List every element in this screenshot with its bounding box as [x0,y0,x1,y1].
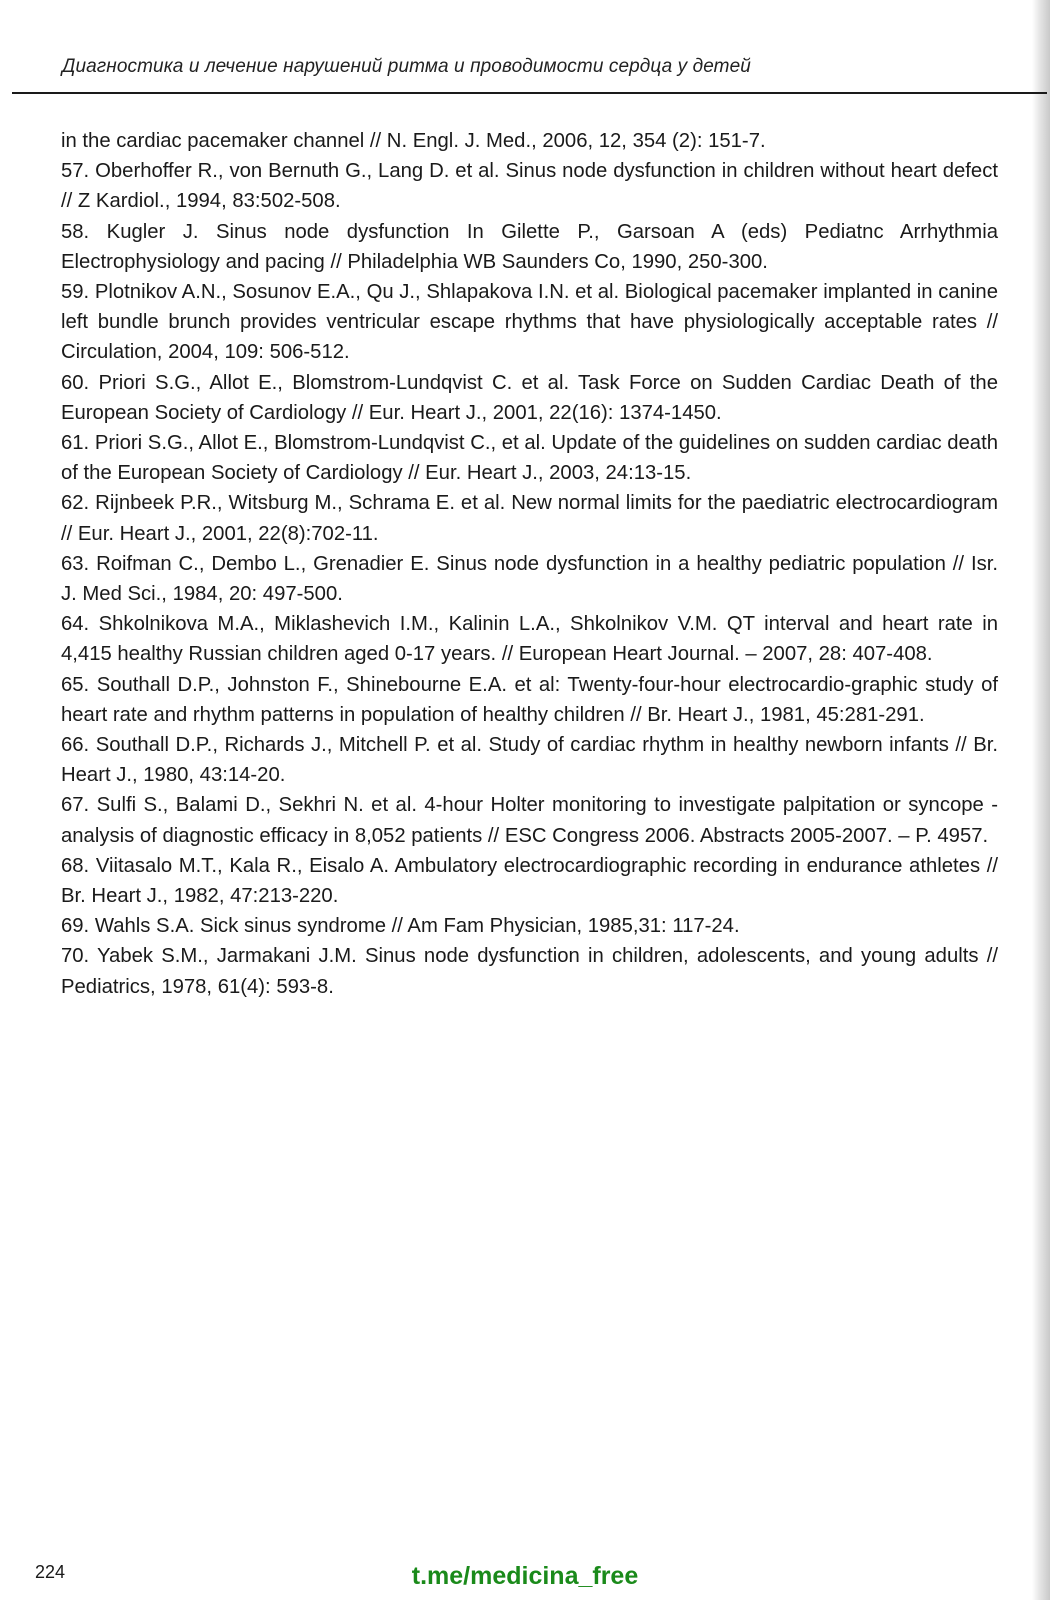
reference-list [61,126,998,1002]
reference-continuation: in the cardiac pacemaker channel // N. Engl. J. Med., 2006, 12, 354 (2): 151-7. [61,130,766,152]
reference-67: 67. Sulfi S., Balami D., Sekhri N. et al. 4-hour Holter monitoring to investigate palpitation or syncope - analysis of diagnostic efficacy in 8,052 patients // ESC Congress 2006. Abstracts 2005-2007. – P. 4957. [61,794,998,847]
page-number: 224 [35,1562,66,1582]
page-edge-shadow [1032,0,1050,1600]
header-rule [12,92,1047,94]
reference-57: 57. Oberhoffer R., von Bernuth G., Lang D. et al. Sinus node dysfunction in children without heart defect // Z Kardiol., 1994, 83:502-508. [61,160,998,213]
reference-68: 68. Viitasalo M.T., Kala R., Eisalo A. Ambulatory electrocardiographic recording in endurance athletes // Br. Heart J., 1982, 47:213-220. [61,854,998,908]
reference-60: 60. Priori S.G., Allot E., Blomstrom-Lundqvist C. et al. Task Force on Sudden Cardiac Death of the European Society of Cardiology // Eur. Heart J., 2001, 22(16): 1374-1450. [61,371,998,424]
reference-64: 64. Shkolnikova M.A., Miklashevich I.M., Kalinin L.A., Shkolnikov V.M. QT interval and heart rate in 4,415 healthy Russian children aged 0-17 years. // European Heart Journal. – 2007, 28: 407-408. [61,613,998,666]
reference-69: 69. Wahls S.A. Sick sinus syndrome // Am Fam Physician, 1985,31: 117-24. [61,915,740,938]
reference-63: 63. Roifman C., Dembo L., Grenadier E. Sinus node dysfunction in a healthy pediatric population // Isr. J. Med Sci., 1984, 20: 497-500. [61,552,998,606]
reference-59: 59. Plotnikov A.N., Sosunov E.A., Qu J., Shlapakova I.N. et al. Biological pacemaker implanted in canine left bundle brunch provides ventricular escape rhythms that have physiologically acceptable rates // Circulation, 2004, 109: 506-512. [61,281,998,364]
reference-62: 62. Rijnbeek P.R., Witsburg M., Schrama E. et al. New normal limits for the paediatric electrocardiogram // Eur. Heart J., 2001, 22(8):702-11. [61,492,998,545]
reference-65: 65. Southall D.P., Johnston F., Shinebourne E.A. et al: Twenty-four-hour electrocardio-graphic study of heart rate and rhythm patterns in population of healthy children // Br. Heart J., 1981, 45:281-291. [61,673,998,726]
running-header: Диагностика и лечение нарушений ритма и проводимости сердца у детей [62,56,751,77]
reference-61: 61. Priori S.G., Allot E., Blomstrom-Lundqvist C., et al. Update of the guidelines on sudden cardiac death of the European Society of Cardiology // Eur. Heart J., 2003, 24:13-15. [61,432,998,485]
reference-70: 70. Yabek S.M., Jarmakani J.M. Sinus node dysfunction in children, adolescents, and young adults // Pediatrics, 1978, 61(4): 593-8. [61,945,998,998]
reference-66: 66. Southall D.P., Richards J., Mitchell P. et al. Study of cardiac rhythm in healthy newborn infants // Br. Heart J., 1980, 43:14-20. [61,734,998,787]
reference-58: 58. Kugler J. Sinus node dysfunction In Gilette P., Garsoan A (eds) Pediatnc Arrhythmia Electrophysiology and pacing // Philadelphia WB Saunders Co, 1990, 250-300. [61,220,998,273]
footer-link[interactable]: t.me/medicina_free [411,1562,639,1590]
